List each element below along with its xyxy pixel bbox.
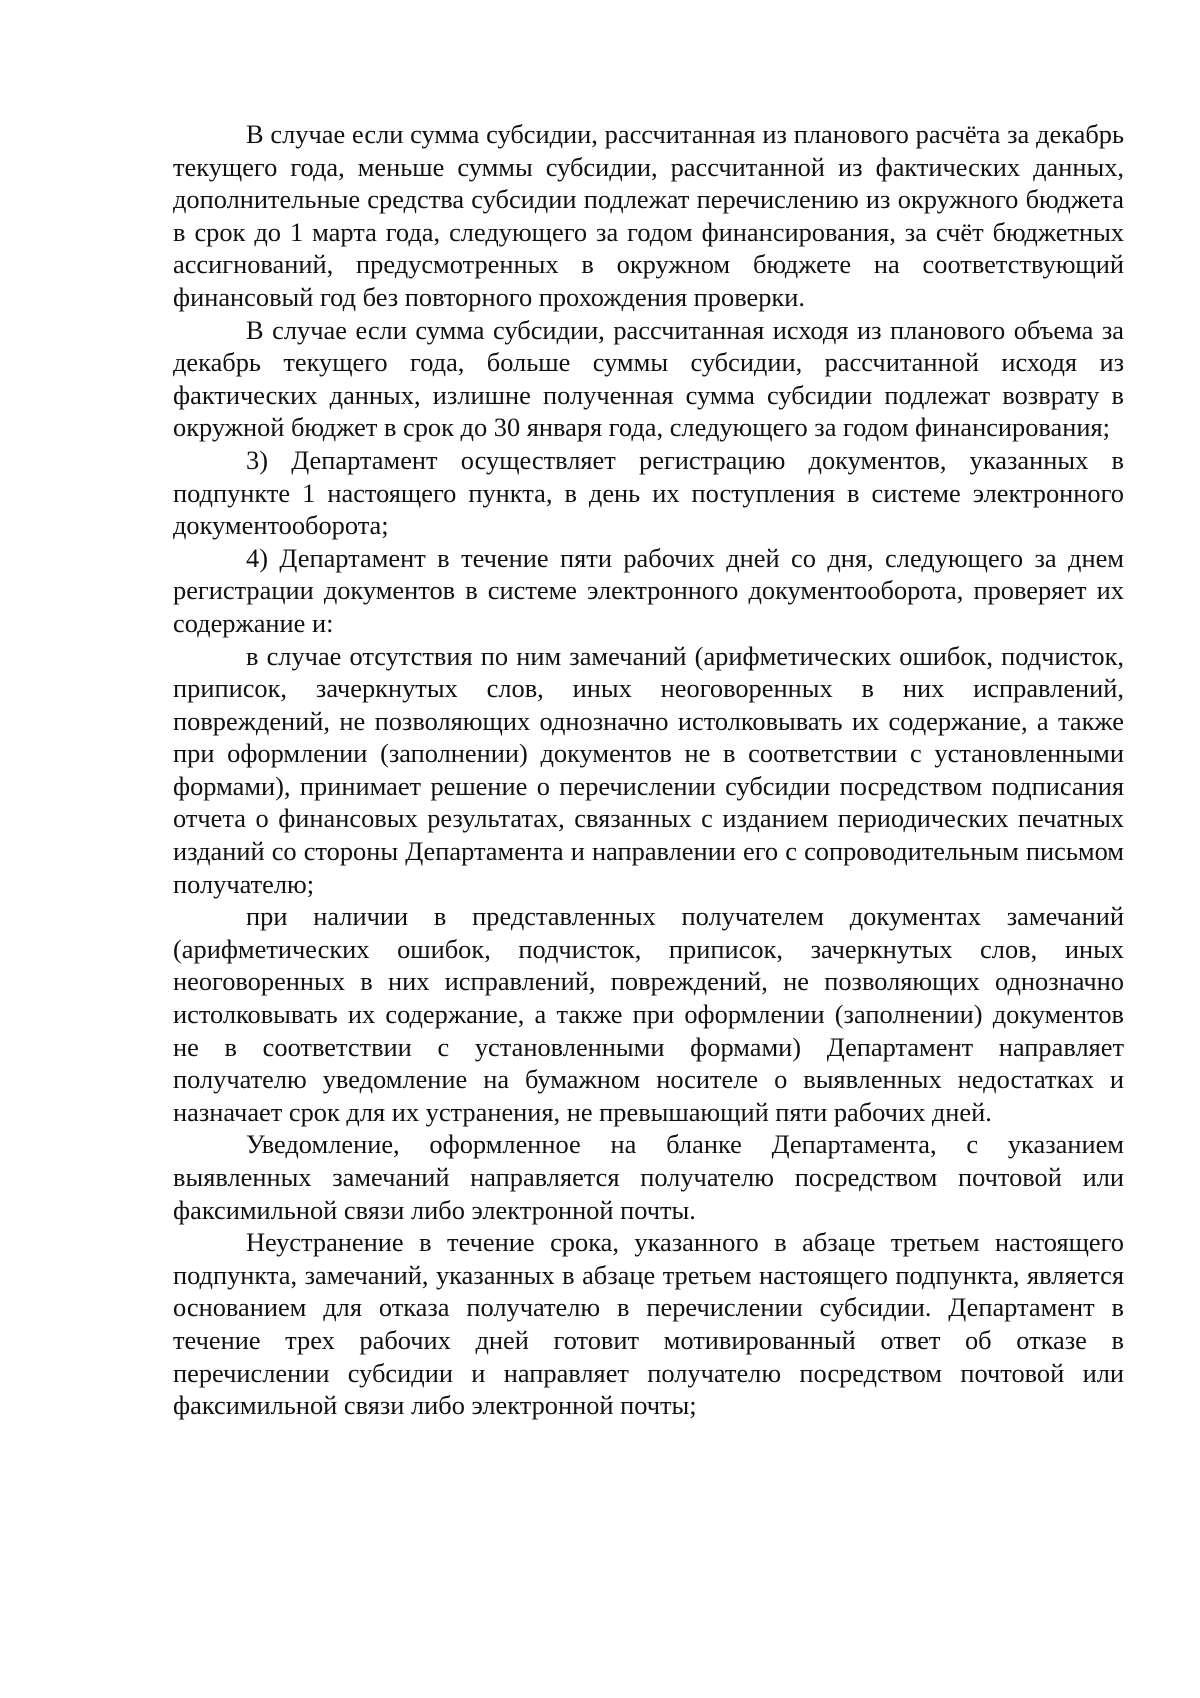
paragraph-notification: Уведомление, оформленное на бланке Департамента, с указанием выявленных замечаний направляется получателю посредством почтовой или факсимильной связи либо электронной почты.	[173, 1129, 1124, 1225]
document-body	[173, 118, 1124, 1422]
paragraph-item-4-verification: 4) Департамент в течение пяти рабочих дней со дня, следующего за днем регистрации документов в системе электронного документооборота, проверяет их содержание и:	[173, 542, 1124, 638]
paragraph-no-remarks: в случае отсутствия по ним замечаний (арифметических ошибок, подчисток, приписок, зачеркнутых слов, иных неоговоренных в них исправлений, повреждений, не позволяющих однозначно истолковывать их содержание, а также при оформлении (заполнении) документов не в соответствии с установленными формами), принимает решение о перечислении субсидии посредством подписания отчета о финансовых результатах, связанных с изданием периодических печатных изданий со стороны Департамента и направлении его с сопроводительным письмом получателю;	[173, 640, 1124, 899]
paragraph-with-remarks: при наличии в представленных получателем документах замечаний (арифметических ошибок, подчисток, приписок, зачеркнутых слов, иных неоговоренных в них исправлений, повреждений, не позволяющих однозначно истолковывать их содержание, а также при оформлении (заполнении) документов не в соответствии с установленными формами) Департамент направляет получателю уведомление на бумажном носителе о выявленных недостатках и назначает срок для их устранения, не превышающий пяти рабочих дней.	[173, 901, 1124, 1127]
paragraph-subsidy-excess: В случае если сумма субсидии, рассчитанная исходя из планового объема за декабрь текущего года, больше суммы субсидии, рассчитанной исходя из фактических данных, излишне полученная сумма субсидии подлежат возврату в окружной бюджет в срок до 30 января года, следующего за годом финансирования;	[173, 314, 1124, 443]
paragraph-item-3-registration: 3) Департамент осуществляет регистрацию документов, указанных в подпункте 1 настоящего пункта, в день их поступления в системе электронного документооборота;	[173, 444, 1124, 541]
paragraph-subsidy-shortfall: В случае если сумма субсидии, рассчитанная из планового расчёта за декабрь текущего года, меньше суммы субсидии, рассчитанной из фактических данных, дополнительные средства субсидии подлежат перечислению из окружного бюджета в срок до 1 марта года, следующего за годом финансирования, за счёт бюджетных ассигнований, предусмотренных в окружном бюджете на соответствующий финансовый год без повторного прохождения проверки.	[173, 119, 1124, 312]
paragraph-refusal: Неустранение в течение срока, указанного в абзаце третьем настоящего подпункта, замечаний, указанных в абзаце третьем настоящего подпункта, является основанием для отказа получателю в перечислении субсидии. Департамент в течение трех рабочих дней готовит мотивированный ответ об отказе в перечислении субсидии и направляет получателю посредством почтовой или факсимильной связи либо электронной почты;	[173, 1227, 1124, 1421]
